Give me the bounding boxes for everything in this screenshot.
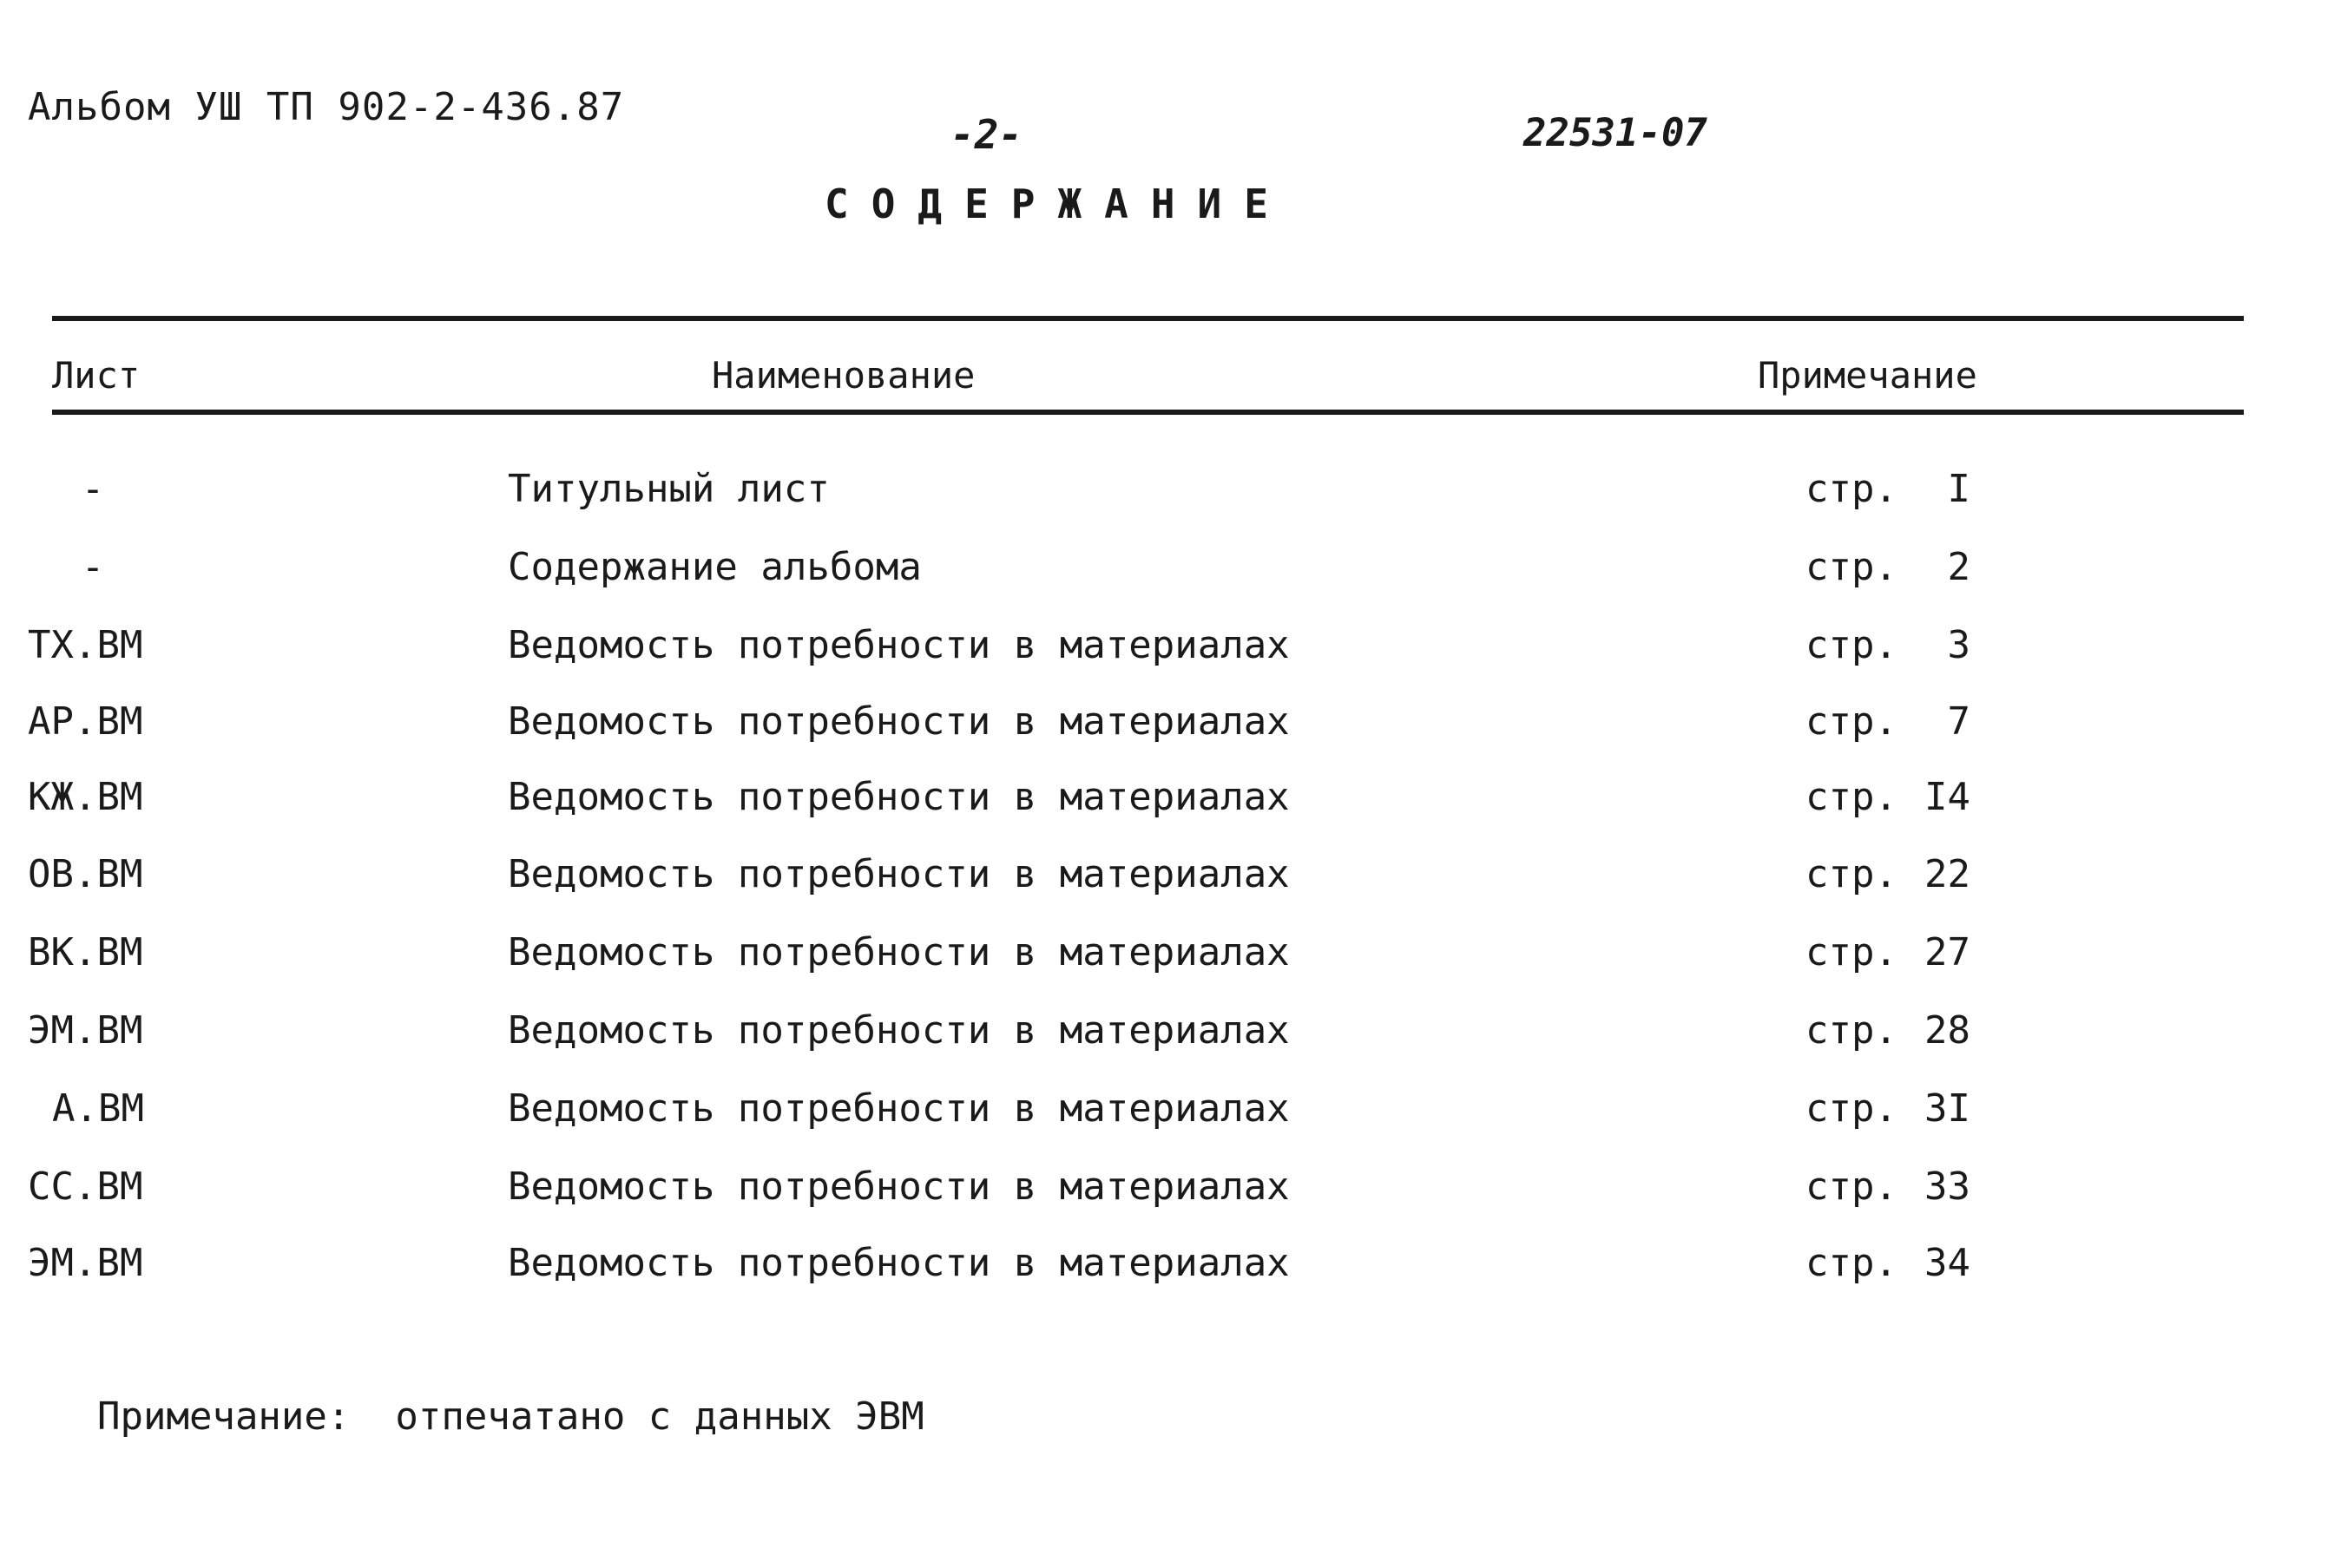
table-row bbox=[0, 930, 2341, 1000]
row-page-prefix: стр. bbox=[1805, 545, 1897, 589]
row-sheet-code: КЖ.ВМ bbox=[28, 775, 143, 819]
table-top-rule bbox=[52, 316, 2244, 321]
table-row bbox=[0, 623, 2341, 692]
row-name: Содержание альбома bbox=[508, 545, 922, 589]
row-page-number: 34 bbox=[1924, 1241, 1970, 1285]
row-page-prefix: стр. bbox=[1805, 1165, 1897, 1209]
row-page-prefix: стр. bbox=[1805, 1008, 1897, 1053]
row-page-number: 7 bbox=[1947, 699, 1970, 744]
row-page-number: I4 bbox=[1924, 775, 1970, 819]
table-header-rule bbox=[52, 410, 2244, 415]
table-row bbox=[0, 775, 2341, 844]
row-name: Ведомость потребности в материалах bbox=[508, 852, 1290, 896]
footnote-text: отпечатано с данных ЭВМ bbox=[395, 1394, 924, 1439]
column-header-sheet: Лист bbox=[52, 354, 141, 397]
row-page-number: 3I bbox=[1924, 1086, 1970, 1131]
row-page-prefix: стр. bbox=[1805, 1241, 1897, 1285]
page-number: -2- bbox=[950, 111, 1023, 158]
row-sheet-code: ВК.ВМ bbox=[28, 930, 143, 974]
column-header-note: Примечание bbox=[1758, 354, 1977, 397]
row-page-number: 33 bbox=[1924, 1165, 1970, 1209]
row-sheet-code: - bbox=[81, 545, 105, 589]
table-row bbox=[0, 467, 2341, 536]
row-page-prefix: стр. bbox=[1805, 699, 1897, 744]
row-sheet-code: АР.ВМ bbox=[28, 699, 143, 744]
column-header-name: Наименование bbox=[712, 354, 976, 397]
row-page-prefix: стр. bbox=[1805, 1086, 1897, 1131]
table-row bbox=[0, 1165, 2341, 1234]
row-sheet-code: ОВ.ВМ bbox=[28, 852, 143, 896]
row-name: Ведомость потребности в материалах bbox=[508, 775, 1290, 819]
row-sheet-code: ЭМ.ВМ bbox=[28, 1241, 143, 1285]
table-row bbox=[0, 1086, 2341, 1156]
page-title: СОДЕРЖАНИЕ bbox=[825, 180, 1291, 227]
row-page-prefix: стр. bbox=[1805, 852, 1897, 896]
row-page-prefix: стр. bbox=[1805, 623, 1897, 667]
row-page-number: 28 bbox=[1924, 1008, 1970, 1053]
row-sheet-code: - bbox=[81, 467, 105, 511]
row-page-prefix: стр. bbox=[1805, 467, 1897, 511]
row-page-number: 3 bbox=[1947, 623, 1970, 667]
table-row bbox=[0, 1008, 2341, 1078]
row-page-prefix: стр. bbox=[1805, 930, 1897, 974]
row-name: Ведомость потребности в материалах bbox=[508, 930, 1290, 974]
table-row bbox=[0, 699, 2341, 769]
row-name: Титульный лист bbox=[508, 467, 830, 511]
row-page-number: 27 bbox=[1924, 930, 1970, 974]
row-page-number: 22 bbox=[1924, 852, 1970, 896]
table-row bbox=[0, 852, 2341, 922]
row-name: Ведомость потребности в материалах bbox=[508, 699, 1290, 744]
row-name: Ведомость потребности в материалах bbox=[508, 1008, 1290, 1053]
row-name: Ведомость потребности в материалах bbox=[508, 1165, 1290, 1209]
row-name: Ведомость потребности в материалах bbox=[508, 1241, 1290, 1285]
album-code: Альбом УШ ТП 902-2-436.87 bbox=[28, 85, 625, 129]
row-page-number: I bbox=[1947, 467, 1970, 511]
document-number: 22531-07 bbox=[1523, 111, 1707, 155]
row-sheet-code: ЭМ.ВМ bbox=[28, 1008, 143, 1053]
row-name: Ведомость потребности в материалах bbox=[508, 623, 1290, 667]
footnote bbox=[97, 1394, 924, 1439]
table-row bbox=[0, 1241, 2341, 1310]
row-sheet-code: СС.ВМ bbox=[28, 1165, 143, 1209]
row-name: Ведомость потребности в материалах bbox=[508, 1086, 1290, 1131]
row-sheet-code: ТХ.ВМ bbox=[28, 623, 143, 667]
footnote-label: Примечание: bbox=[97, 1394, 351, 1439]
row-page-number: 2 bbox=[1947, 545, 1970, 589]
table-row bbox=[0, 545, 2341, 614]
row-page-prefix: стр. bbox=[1805, 775, 1897, 819]
row-sheet-code: А.ВМ bbox=[52, 1086, 144, 1131]
